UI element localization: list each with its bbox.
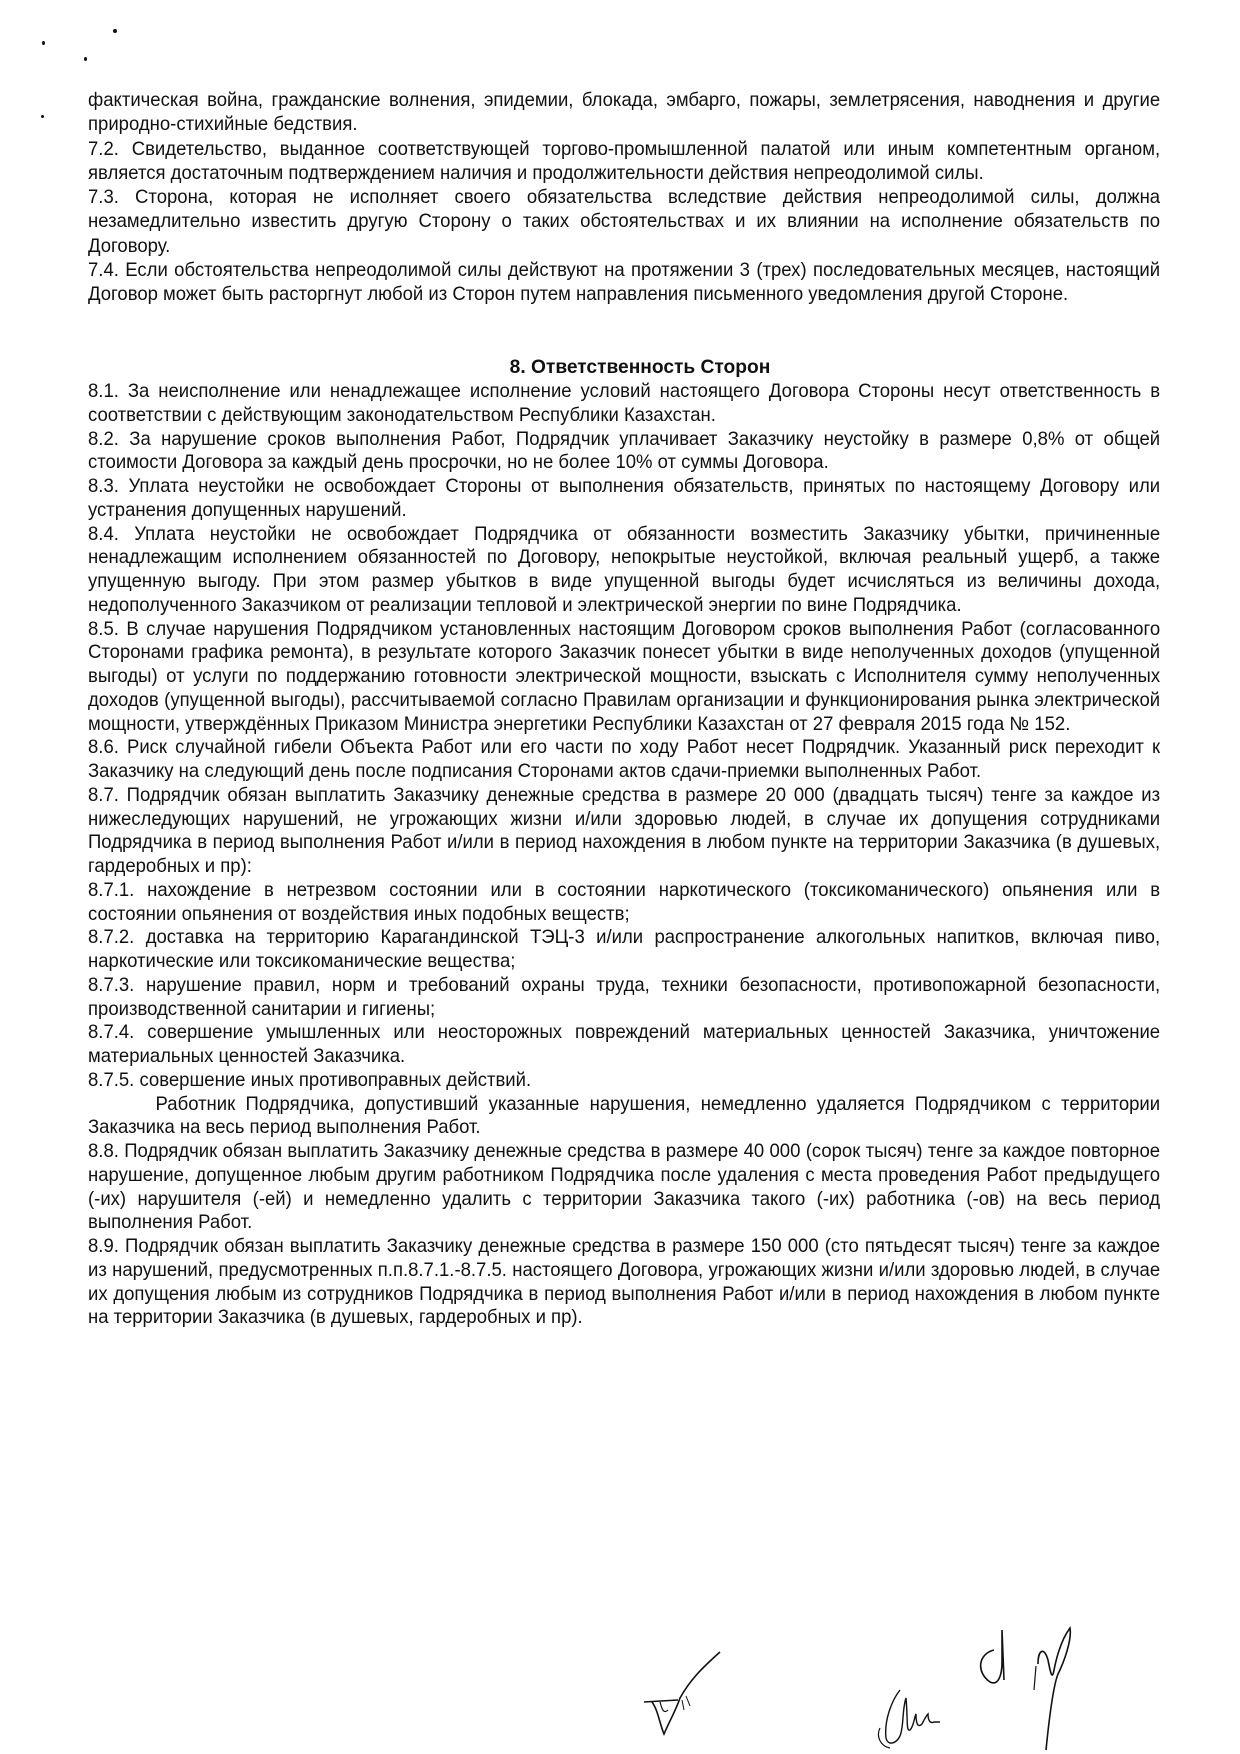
paragraph-8-4: 8.4. Уплата неустойки не освобождает Подрядчика от обязанности возместить Заказчику убытки, причиненные ненадлежащим исполнением обязанностей по Договору, непокрытые неустойкой, включая реальный ущерб, а также упущенную выгоду. При этом размер убытков в виде упущенной выгоды будет исчисляться из величины дохода, недополученного Заказчиком от реализации тепловой и электрической энергии по вине Подрядчика. bbox=[88, 523, 1161, 616]
paragraph-8-1: 8.1. За неисполнение или ненадлежащее исполнение условий настоящего Договора Стороны несут ответственность в соответствии с действующим законодательством Республики Казахстан. bbox=[88, 381, 1161, 426]
paragraph-8-7-3: 8.7.3. нарушение правил, норм и требований охраны труда, техники безопасности, противопожарной безопасности, производственной санитарии и гигиены; bbox=[88, 974, 1161, 1020]
paragraph-8-5: 8.5. В случае нарушения Подрядчиком установленных настоящим Договором сроков выполнения Работ (согласованного Сторонами графика ремонта), в результате которого Заказчик понесет убытки в виде неполученных доходов (упущенной выгоды) от услуги по поддержанию готовности электрической мощности, взыскать с Исполнителя сумму неполученных доходов (упущенной выгоды), рассчитываемой согласно Правилам организации и функционирования рынка электрической мощности, утверждённых Приказом Министра энергетики Республики Казахстан от 27 февраля 2015 года № 152. bbox=[88, 618, 1161, 735]
section-7-continuation bbox=[88, 89, 1160, 308]
section-8-body bbox=[88, 380, 1160, 1330]
signature-middle bbox=[870, 1680, 950, 1754]
paragraph-8-7-4: 8.7.4. совершение умышленных или неосторожных повреждений материальных ценностей Заказчика, уничтожение материальных ценностей Заказчика. bbox=[88, 1022, 1161, 1067]
scan-speck bbox=[113, 29, 117, 33]
signature-left bbox=[640, 1650, 750, 1740]
paragraph-8-2: 8.2. За нарушение сроков выполнения Работ, Подрядчик уплачивает Заказчику неустойку в размере 0,8% от общей стоимости Договора за каждый день просрочки, но не более 10% от суммы Договора. bbox=[88, 428, 1161, 474]
scan-speck bbox=[42, 41, 45, 45]
paragraph-8-7-2: 8.7.2. доставка на территорию Карагандинской ТЭЦ-3 и/или распространение алкогольных напитков, включая пиво, наркотические или токсикоманические вещества; bbox=[88, 927, 1161, 972]
signature-right bbox=[968, 1610, 1098, 1754]
paragraph-8-7: 8.7. Подрядчик обязан выплатить Заказчику денежные средства в размере 20 000 (двадцать тысяч) тенге за каждое из нижеследующих нарушений, не угрожающих жизни и/или здоровью людей, в случае их допущения сотрудниками Подрядчика в период выполнения Работ и/или в период нахождения в любом пункте на территории Заказчика (в душевых, гардеробных и пр): bbox=[88, 784, 1161, 877]
paragraph-8-9: 8.9. Подрядчик обязан выплатить Заказчику денежные средства в размере 150 000 (сто пятьдесят тысяч) тенге за каждое из нарушений, предусмотренных п.п.8.7.1.-8.7.5. настоящего Договора, угрожающих жизни и/или здоровью людей, в случае их допущения любым из сотрудников Подрядчика в период выполнения Работ и/или в период нахождения в любом пункте на территории Заказчика (в душевых, гардеробных и пр). bbox=[88, 1236, 1161, 1329]
paragraph-8-7-1: 8.7.1. нахождение в нетрезвом состоянии или в состоянии наркотического (токсикоманического) опьянения или в состоянии опьянения от воздействия иных подобных веществ; bbox=[88, 879, 1161, 925]
scan-speck bbox=[84, 57, 87, 61]
paragraph-7-3: 7.3. Сторона, которая не исполняет своего обязательства вследствие действия непреодолимой силы, должна незамедлительно известить другую Сторону о таких обстоятельствах и их влиянии на исполнение обязательств по Договору. bbox=[88, 187, 1161, 257]
paragraph-8-8: 8.8. Подрядчик обязан выплатить Заказчику денежные средства в размере 40 000 (сорок тысяч) тенге за каждое повторное нарушение, допущенное любым другим работником Подрядчика после удаления с места проведения Работ предыдущего (-их) нарушителя (-ей) и немедленно удалить с территории Заказчика такого (-их) работника (-ов) на весь период выполнения Работ. bbox=[88, 1141, 1161, 1234]
paragraph-8-6: 8.6. Риск случайной гибели Объекта Работ или его части по ходу Работ несет Подрядчик. Указанный риск переходит к Заказчику на следующий день после подписания Сторонами актов сдачи-приемки выполненных Работ. bbox=[88, 737, 1161, 782]
scan-speck bbox=[41, 115, 44, 118]
paragraph-7-1-tail: фактическая война, гражданские волнения, эпидемии, блокада, эмбарго, пожары, землетрясения, наводнения и другие природно-стихийные бедствия. bbox=[88, 90, 1161, 136]
removal-note: Работник Подрядчика, допустивший указанные нарушения, немедленно удаляется Подрядчиком с территории Заказчика на весь период выполнения Работ. bbox=[88, 1093, 1161, 1139]
section-8-heading: 8. Ответственность Сторон bbox=[509, 357, 771, 378]
paragraph-7-4: 7.4. Если обстоятельства непреодолимой силы действуют на протяжении 3 (трех) последовательных месяцев, настоящий Договор может быть расторгнут любой из Сторон путем направления письменного уведомления другой Стороне. bbox=[88, 260, 1161, 306]
paragraph-7-2: 7.2. Свидетельство, выданное соответствующей торгово-промышленной палатой или иным компетентным органом, является достаточным подтверждением наличия и продолжительности действия непреодолимой силы. bbox=[88, 138, 1161, 184]
paragraph-8-7-5: 8.7.5. совершение иных противоправных действий. bbox=[88, 1069, 532, 1091]
paragraph-8-3: 8.3. Уплата неустойки не освобождает Стороны от выполнения обязательств, принятых по настоящему Договору или устранения допущенных нарушений. bbox=[88, 476, 1161, 521]
